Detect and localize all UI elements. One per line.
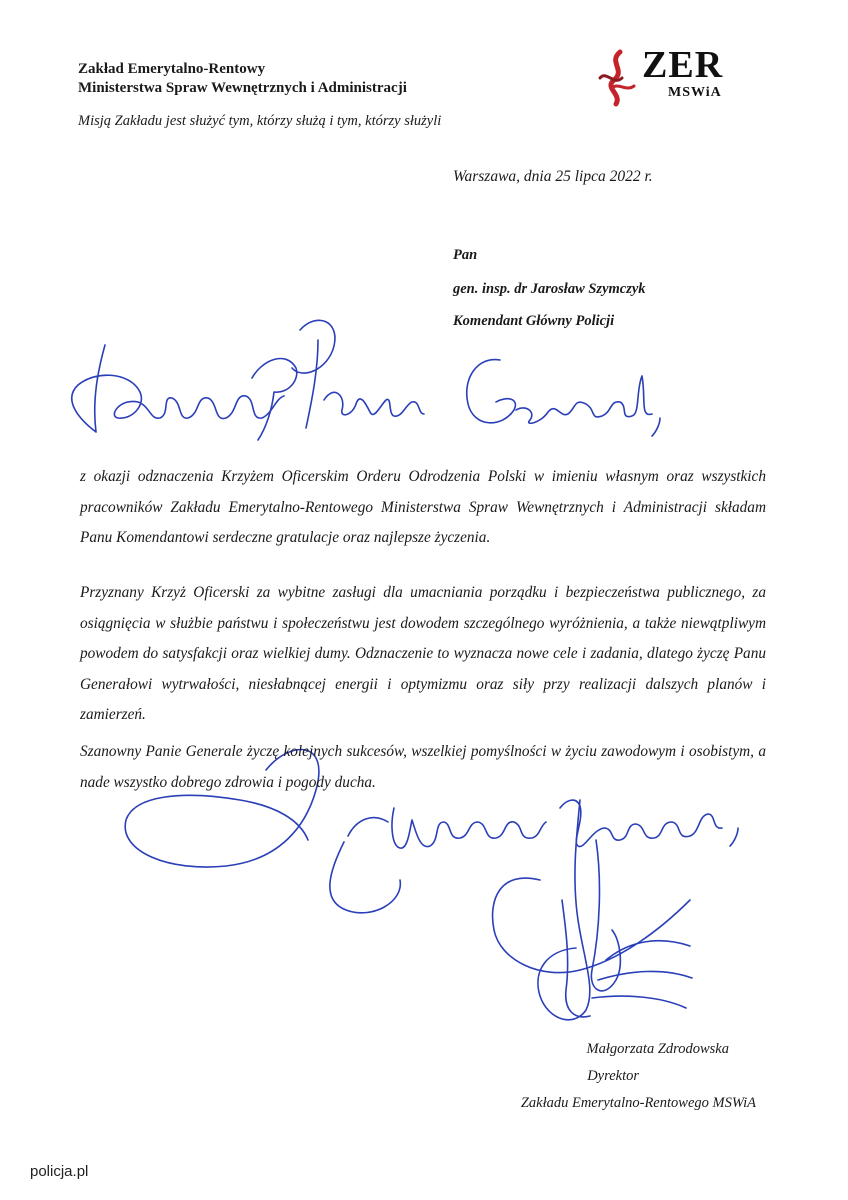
logo-subtext: MSWiA (668, 85, 722, 100)
ministry-name: Ministerstwa Spraw Wewnętrznych i Administracji (78, 80, 407, 96)
body-paragraph-2: Przyznany Krzyż Oficerski za wybitne zasługi dla umacniania porządku i bezpieczeństwa publicznego, za osiągnięcia w służbie państwu i społeczeństwu jest dowodem szczególnego wyróżnienia, a także niewątpliwym powodem do satysfakcji oraz wielkiej dumy. Odznaczenie to wyznacza nowe cele i zadania, dlatego życzę Panu Generałowi wytrwałości, niesłabnącej energii i optymizmu oraz siły przy realizacji dalszych planów i zamierzeń. (80, 584, 766, 723)
body-paragraph-3: Szanowny Panie Generale życzę kolejnych sukcesów, wszelkiej pomyślności w życiu zawodowym i osobistym, a nade wszystko dobrego zdrowia i pogody ducha. (80, 743, 766, 791)
zer-emblem-icon (592, 48, 642, 108)
zer-logo (590, 44, 760, 114)
recipient-salutation: Pan (453, 247, 478, 263)
mission-motto: Misją Zakładu jest służyć tym, którzy służą i tym, którzy służyli (78, 113, 442, 129)
recipient-name: gen. insp. dr Jarosław Szymczyk (453, 281, 646, 297)
signatory-institution: Zakładu Emerytalno-Rentowego MSWiA (520, 1095, 756, 1111)
logo-text: ZER (642, 44, 724, 86)
handwritten-greeting (72, 320, 660, 440)
organization-name: Zakład Emerytalno-Rentowy (78, 61, 266, 77)
source-watermark: policja.pl (30, 1163, 89, 1180)
place-date: Warszawa, dnia 25 lipca 2022 r. (453, 168, 653, 185)
signatory-position: Dyrektor (587, 1068, 639, 1084)
handwritten-signature (493, 800, 692, 1020)
recipient-title: Komendant Główny Policji (453, 313, 615, 329)
body-paragraph-1: z okazji odznaczenia Krzyżem Oficerskim Orderu Odrodzenia Polski w imieniu własnym oraz wszystkich pracowników Zakładu Emerytalno-Rentowego Ministerstwa Spraw Wewnętrznych i Administracji składam Panu Komendantowi serdeczne gratulacje oraz najlepsze życzenia. (80, 468, 766, 546)
signatory-name: Małgorzata Zdrodowska (586, 1041, 729, 1057)
